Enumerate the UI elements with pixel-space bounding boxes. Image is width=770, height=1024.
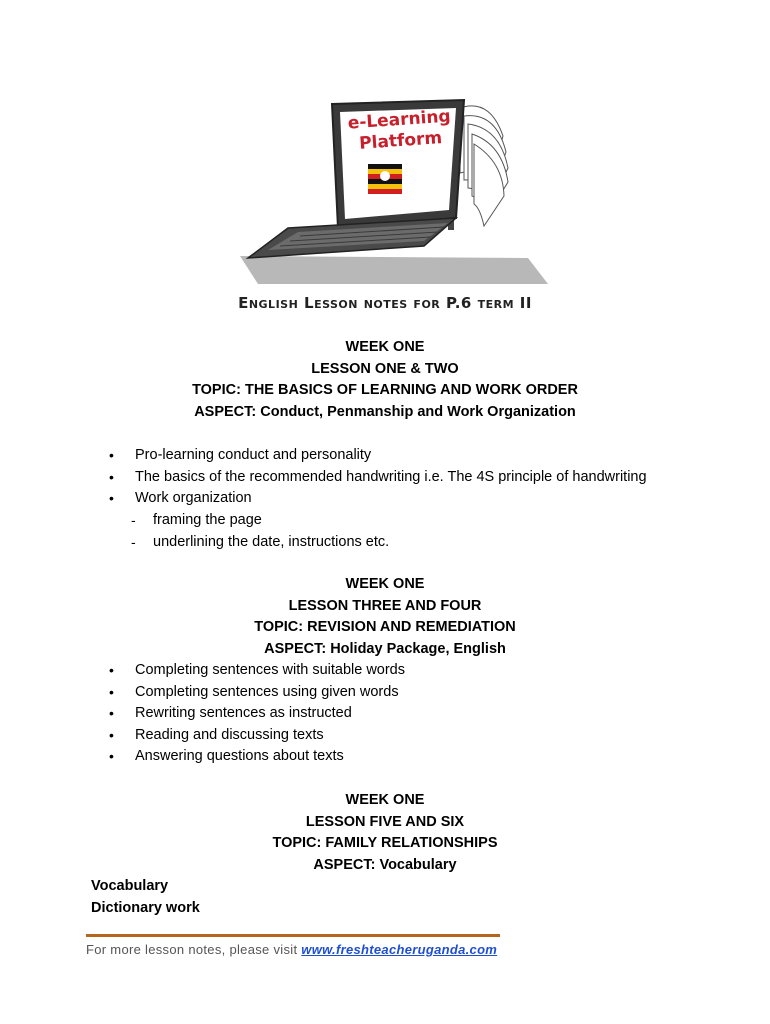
sub-list-item: - underlining the date, instructions etc.	[108, 532, 389, 554]
section2-list	[108, 660, 405, 768]
section1-topic: TOPIC: THE BASICS OF LEARNING AND WORK ORDER	[192, 382, 578, 398]
list-item: • Completing sentences with suitable words	[108, 660, 405, 682]
logo-text-line2: Platform	[358, 128, 443, 154]
list-item: • Work organization	[108, 488, 647, 510]
section2-topic: TOPIC: REVISION AND REMEDIATION	[254, 619, 516, 635]
section3-aspect: ASPECT: Vocabulary	[313, 856, 457, 873]
list-item: • The basics of the recommended handwriting i.e. The 4S principle of handwriting	[108, 467, 647, 489]
logo-text	[343, 106, 458, 156]
section2-lesson: LESSON THREE AND FOUR	[288, 597, 482, 614]
footer-text: For more lesson notes, please visit	[86, 942, 298, 957]
section3-lesson: LESSON FIVE AND SIX	[305, 813, 465, 830]
section3-topic: TOPIC: FAMILY RELATIONSHIPS	[272, 835, 498, 851]
section2-week: WEEK ONE	[345, 576, 425, 592]
section2-header	[0, 574, 770, 660]
section1-list	[108, 445, 647, 510]
sub-list-item: - framing the page	[108, 510, 389, 532]
list-item: • Reading and discussing texts	[108, 725, 405, 747]
section1-aspect: ASPECT: Conduct, Penmanship and Work Organization	[194, 403, 576, 420]
section1-lesson: LESSON ONE & TWO	[311, 360, 459, 377]
section3-header	[0, 790, 770, 876]
list-item: • Answering questions about texts	[108, 746, 405, 768]
vocabulary-label: Vocabulary	[91, 878, 169, 894]
section2-aspect: ASPECT: Holiday Package, English	[264, 640, 506, 657]
footer	[86, 942, 497, 957]
dictionary-work-label: Dictionary work	[91, 899, 200, 916]
list-item: • Pro-learning conduct and personality	[108, 445, 647, 467]
list-item: • Completing sentences using given words	[108, 682, 405, 704]
footer-divider	[86, 934, 500, 937]
logo-text-line1: e-Learning	[347, 106, 452, 134]
document-title: English Lesson notes for P.6 term II	[238, 294, 532, 312]
section1-sublist	[108, 510, 389, 553]
section3-week: WEEK ONE	[345, 792, 425, 808]
website-link[interactable]: www.freshteacheruganda.com	[301, 942, 498, 957]
list-item: • Rewriting sentences as instructed	[108, 703, 405, 725]
elearning-platform-logo	[228, 78, 568, 300]
section3-notes	[91, 876, 200, 919]
section1-week: WEEK ONE	[345, 339, 425, 355]
section1-header	[0, 337, 770, 423]
